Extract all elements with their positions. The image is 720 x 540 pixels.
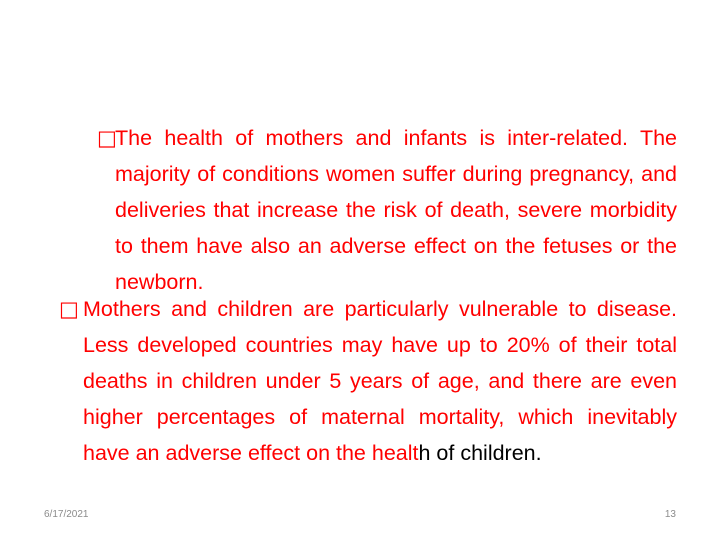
bullet-square-icon: □ (59, 297, 79, 321)
page-number: 13 (664, 509, 676, 520)
bullet-item-2 (59, 291, 677, 471)
footer-date: 6/17/2021 (44, 509, 89, 520)
bullet-item-1 (97, 120, 677, 300)
bullet-square-icon: □ (97, 126, 117, 150)
bullet-text-tail: h of children. (418, 441, 542, 465)
bullet-text: Mothers and children are particularly vulnerable to disease. Less developed countries may have up to 20% of their total deaths in children under 5 years of age, and there are even higher percentages of maternal mortality, which inevitably have an adverse effect on the healt (83, 297, 677, 465)
bullet-text: The health of mothers and infants is inter-related. The majority of conditions women suffer during pregnancy, and deliveries that increase the risk of death, severe morbidity to them have also an adverse effect on the fetuses or the newborn. (115, 126, 677, 294)
